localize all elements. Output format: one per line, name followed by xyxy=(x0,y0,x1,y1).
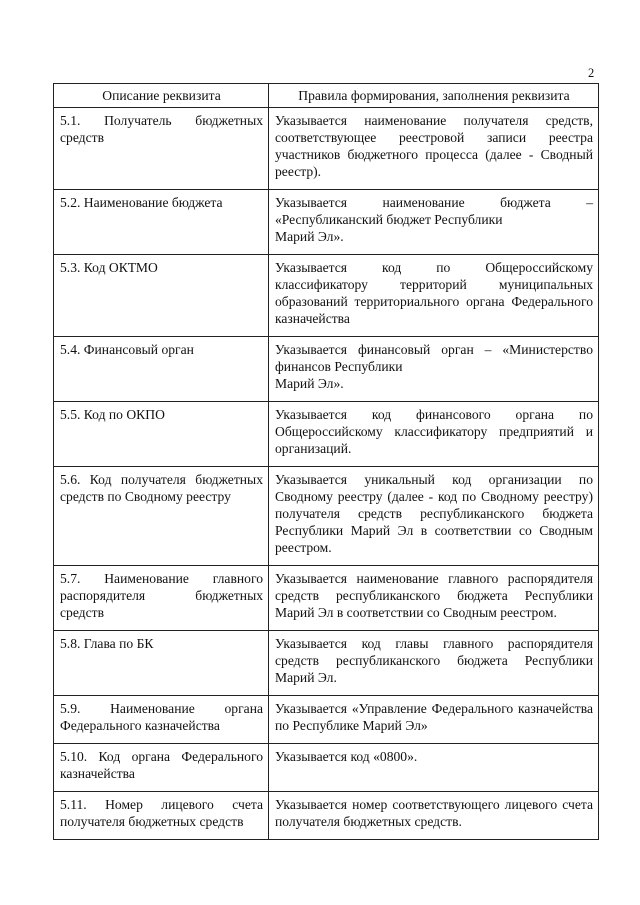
requisite-rule: Указывается наименование бюджета – «Республиканский бюджет Республики Марий Эл». xyxy=(275,195,593,244)
table-row xyxy=(54,744,599,792)
table-row xyxy=(54,631,599,696)
requisite-rule: Указывается код финансового органа по Общероссийскому классификатору предприятий и организаций. xyxy=(275,407,593,456)
requisite-description: 5.5. Код по ОКПО xyxy=(60,407,165,422)
requisite-rule-cell xyxy=(269,402,599,467)
column-header-rules: Правила формирования, заполнения реквизита xyxy=(269,84,599,108)
requisite-description-cell xyxy=(54,190,269,255)
requisite-rule-cell xyxy=(269,337,599,402)
requisite-description: 5.2. Наименование бюджета xyxy=(60,195,223,210)
table-row xyxy=(54,566,599,631)
requisite-description: 5.10. Код органа Федерального казначейства xyxy=(60,749,263,781)
table-row xyxy=(54,337,599,402)
requisite-rule: Указывается финансовый орган – «Министерство финансов Республики Марий Эл». xyxy=(275,342,593,391)
requisite-rule-cell xyxy=(269,792,599,840)
requisite-description-cell xyxy=(54,337,269,402)
table-row xyxy=(54,467,599,566)
requisite-rule: Указывается код «0800». xyxy=(275,749,418,764)
requisite-description-cell xyxy=(54,631,269,696)
requisite-description: 5.9. Наименование органа Федерального казначейства xyxy=(60,701,263,733)
table-row xyxy=(54,108,599,190)
requisite-description: 5.11. Номер лицевого счета получателя бюджетных средств xyxy=(60,797,263,829)
requisite-description-cell xyxy=(54,792,269,840)
requisite-description-cell xyxy=(54,255,269,337)
requisite-description-cell xyxy=(54,566,269,631)
requisite-rule-cell xyxy=(269,108,599,190)
requisite-rule-cell xyxy=(269,255,599,337)
requisite-description-cell xyxy=(54,696,269,744)
table-row xyxy=(54,402,599,467)
requisite-rule-cell xyxy=(269,467,599,566)
requisite-description-cell xyxy=(54,744,269,792)
requisite-rule: Указывается наименование главного распорядителя средств республиканского бюджета Республики Марий Эл в соответствии со Сводным реестром. xyxy=(275,571,593,620)
requisite-description: 5.3. Код ОКТМО xyxy=(60,260,158,275)
requisites-table xyxy=(53,83,599,840)
column-header-description: Описание реквизита xyxy=(54,84,269,108)
requisite-description-cell xyxy=(54,108,269,190)
table-row xyxy=(54,696,599,744)
requisite-rule: Указывается код главы главного распорядителя средств республиканского бюджета Республики Марий Эл. xyxy=(275,636,593,685)
table-row xyxy=(54,792,599,840)
table-row xyxy=(54,190,599,255)
requisite-description-cell xyxy=(54,402,269,467)
requisite-rule: Указывается номер соответствующего лицевого счета получателя бюджетных средств. xyxy=(275,797,593,829)
page-number: 2 xyxy=(588,66,595,80)
table-row xyxy=(54,255,599,337)
requisite-rule-cell xyxy=(269,190,599,255)
requisite-description: 5.6. Код получателя бюджетных средств по Сводному реестру xyxy=(60,472,263,504)
requisite-rule: Указывается наименование получателя средств, соответствующее реестровой записи реестра участников бюджетного процесса (далее - Сводный реестр). xyxy=(275,113,593,179)
requisite-rule-cell xyxy=(269,744,599,792)
requisite-description: 5.1. Получатель бюджетных средств xyxy=(60,113,263,145)
requisite-rule: Указывается уникальный код организации по Сводному реестру (далее - код по Сводному реестру) получателя средств республиканского бюджета Республики Марий Эл в соответствии со Сводным реестром. xyxy=(275,472,593,555)
requisite-description: 5.8. Глава по БК xyxy=(60,636,154,651)
requisite-rule-cell xyxy=(269,566,599,631)
requisite-description: 5.4. Финансовый орган xyxy=(60,342,194,357)
table-header-row xyxy=(54,84,599,108)
requisite-description: 5.7. Наименование главного распорядителя бюджетных средств xyxy=(60,571,263,620)
requisite-rule: Указывается «Управление Федерального казначейства по Республике Марий Эл» xyxy=(275,701,593,733)
requisite-rule-cell xyxy=(269,696,599,744)
requisite-rule-cell xyxy=(269,631,599,696)
requisite-rule: Указывается код по Общероссийскому классификатору территорий муниципальных образований территориального органа Федерального казначейства xyxy=(275,260,593,326)
requisite-description-cell xyxy=(54,467,269,566)
